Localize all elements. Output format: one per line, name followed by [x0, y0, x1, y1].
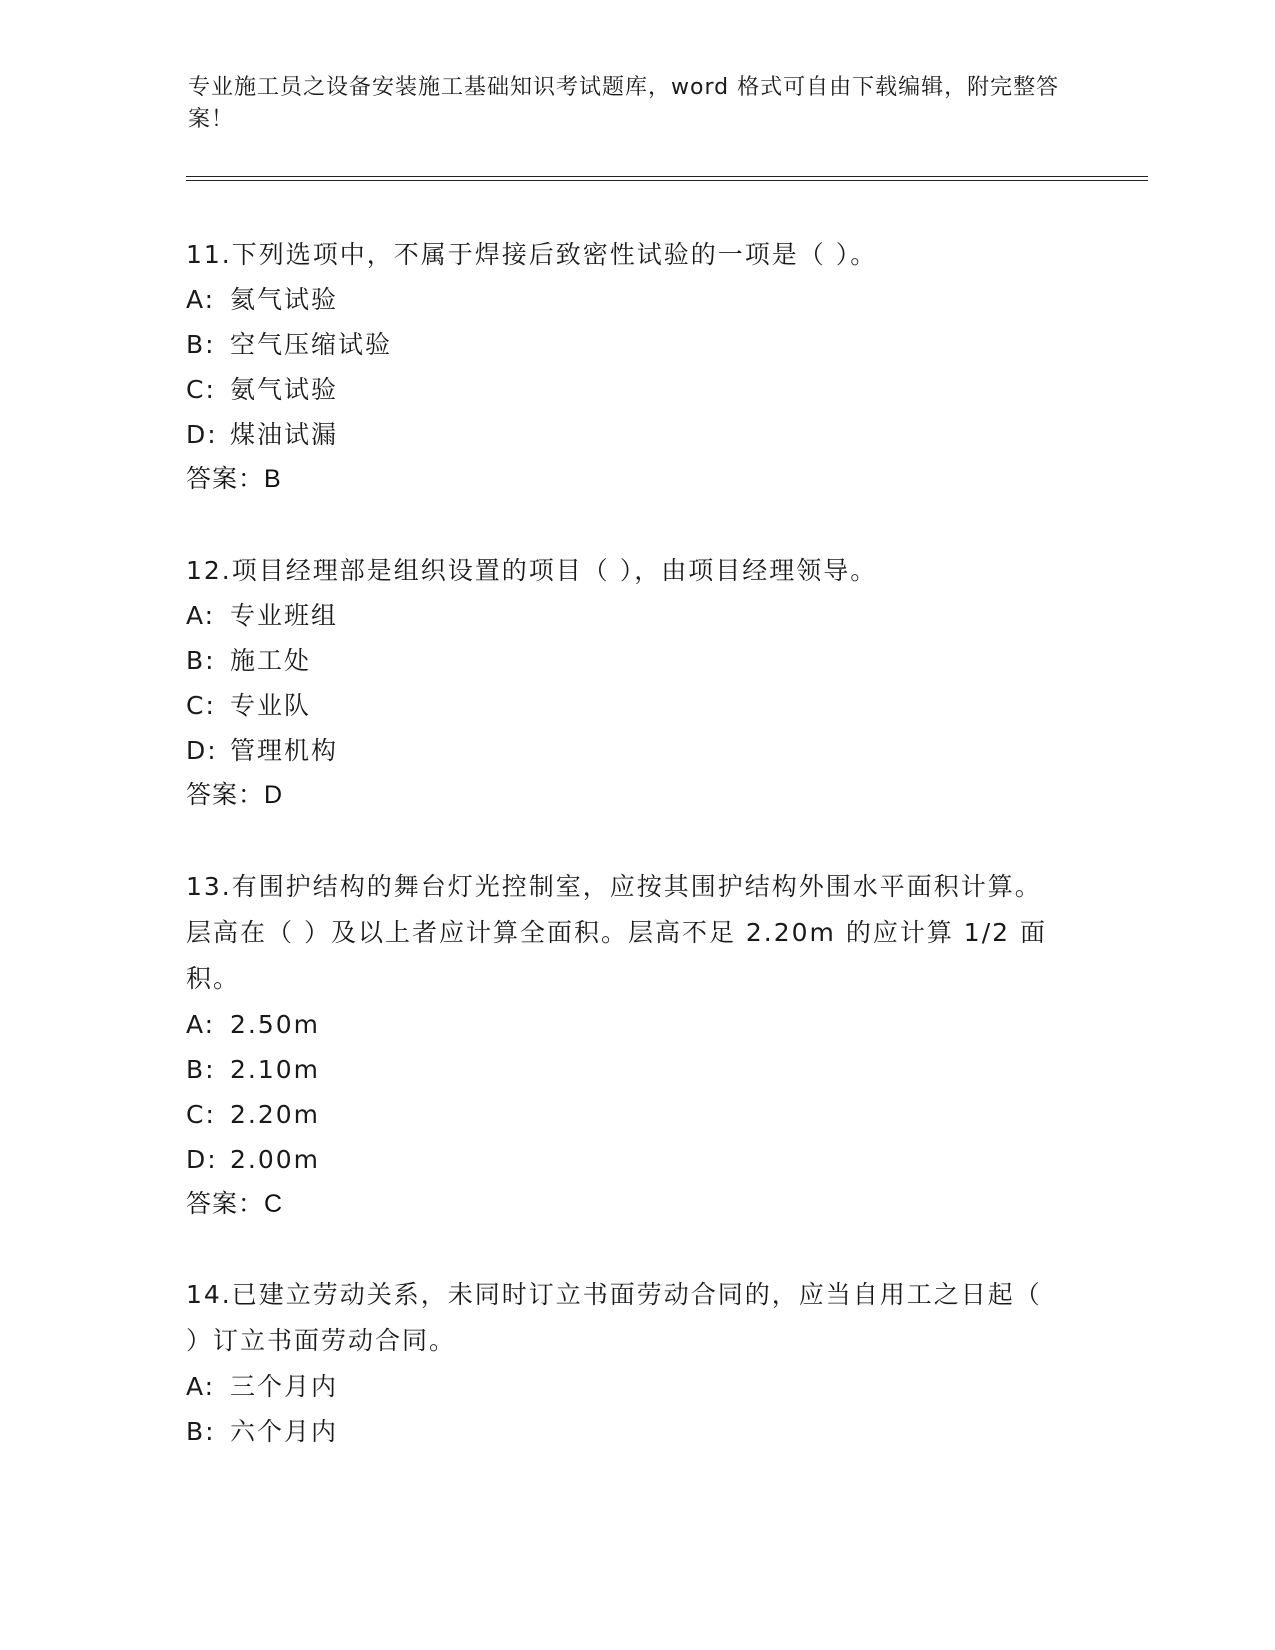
option-key: A: [186, 285, 216, 314]
option-b [186, 1409, 1066, 1454]
option-d [186, 728, 1066, 773]
option-text: 专业班组 [230, 601, 339, 630]
option-b [186, 322, 1066, 367]
question-14 [186, 1272, 1066, 1454]
answer-line: 答案：D [186, 781, 284, 809]
option-text: 2.20m [230, 1100, 321, 1129]
option-text: 专业队 [230, 691, 312, 720]
question-text: 13.有围护结构的舞台灯光控制室，应按其围护结构外围水平面积计算。层高在（ ）及以上者应计算全面积。层高不足 2.20m 的应计算 1/2 面积。 [186, 872, 1047, 993]
option-b [186, 1047, 1066, 1092]
option-text: 氨气试验 [230, 375, 339, 404]
option-text: 空气压缩试验 [230, 330, 393, 359]
option-key: A: [186, 601, 216, 630]
option-a [186, 1364, 1066, 1409]
option-b [186, 638, 1066, 683]
option-key: B: [186, 330, 216, 359]
option-d [186, 1137, 1066, 1182]
option-d [186, 412, 1066, 457]
option-a [186, 277, 1066, 322]
option-key: B: [186, 1417, 216, 1446]
question-13 [186, 864, 1066, 1227]
question-text: 14.已建立劳动关系，未同时订立书面劳动合同的，应当自用工之日起（ ）订立书面劳动合同。 [186, 1280, 1042, 1355]
option-c [186, 1092, 1066, 1137]
option-text: 氦气试验 [230, 285, 339, 314]
option-a [186, 593, 1066, 638]
answer-line: 答案：B [186, 465, 282, 493]
option-text: 管理机构 [230, 736, 339, 765]
option-key: B: [186, 646, 216, 675]
option-key: A: [186, 1010, 216, 1039]
option-text: 2.10m [230, 1055, 321, 1084]
option-key: B: [186, 1055, 216, 1084]
option-text: 六个月内 [230, 1417, 339, 1446]
option-c [186, 367, 1066, 412]
option-key: D: [186, 420, 218, 449]
question-text: 11.下列选项中，不属于焊接后致密性试验的一项是（ ）。 [186, 240, 878, 269]
option-c [186, 683, 1066, 728]
option-key: D: [186, 1145, 218, 1174]
option-text: 煤油试漏 [230, 420, 339, 449]
option-text: 2.50m [230, 1010, 321, 1039]
option-text: 2.00m [230, 1145, 321, 1174]
option-text: 三个月内 [230, 1372, 339, 1401]
question-text: 12.项目经理部是组织设置的项目（ ），由项目经理领导。 [186, 556, 878, 585]
option-key: C: [186, 1100, 216, 1129]
document-intro: 专业施工员之设备安装施工基础知识考试题库，word 格式可自由下载编辑，附完整答案！ [188, 75, 1060, 132]
option-text: 施工处 [230, 646, 312, 675]
question-11 [186, 232, 1066, 502]
option-key: C: [186, 691, 216, 720]
answer-line: 答案：C [186, 1190, 284, 1218]
question-12 [186, 548, 1066, 818]
option-key: D: [186, 736, 218, 765]
option-key: C: [186, 375, 216, 404]
option-key: A: [186, 1372, 216, 1401]
option-a [186, 1002, 1066, 1047]
header-divider [186, 176, 1148, 181]
